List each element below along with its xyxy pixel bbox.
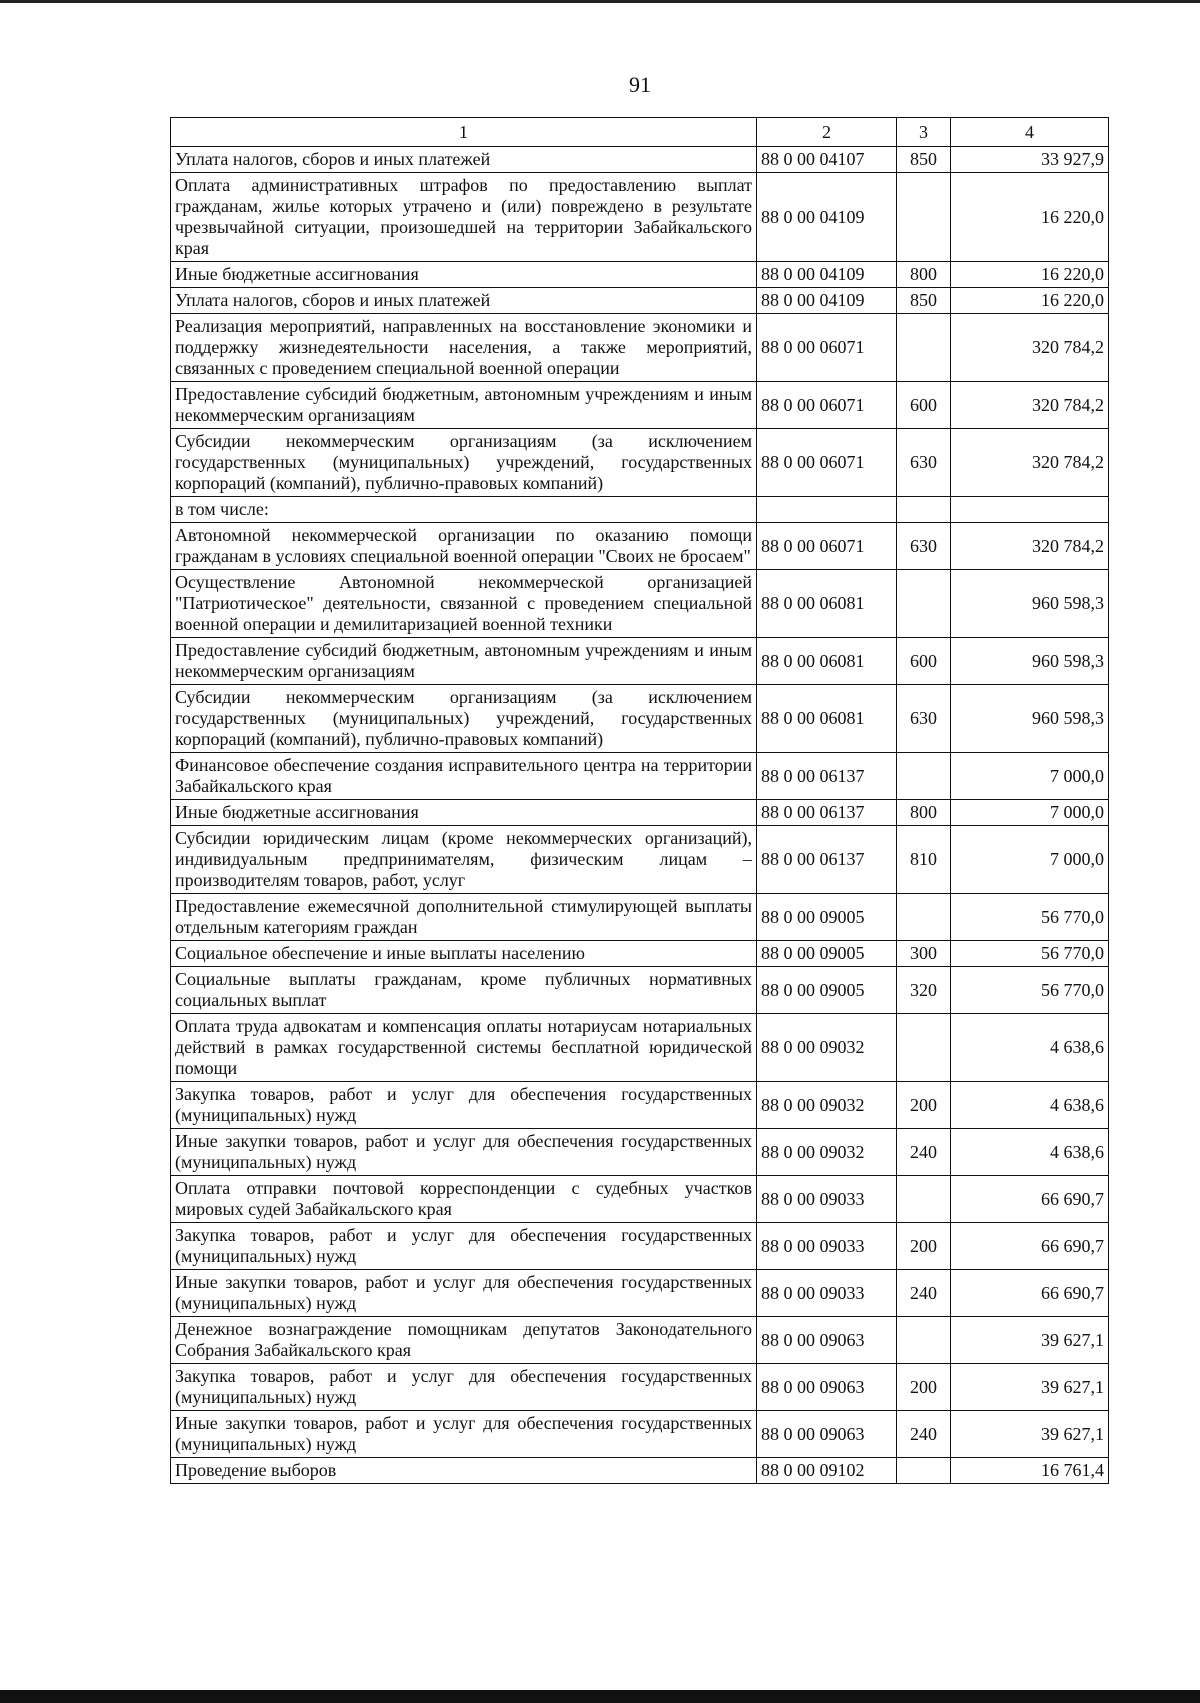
expense-name-cell: Субсидии некоммерческим организациям (за исключением государственных (муниципальных) учреждений, государственных корпораций (компаний), публично-правовых компаний) — [171, 685, 757, 753]
table-row — [171, 570, 1109, 638]
expense-name-cell: Иные закупки товаров, работ и услуг для обеспечения государственных (муниципальных) нужд — [171, 1411, 757, 1458]
expense-name-cell: Проведение выборов — [171, 1458, 757, 1484]
expense-type-cell: 600 — [897, 382, 951, 429]
expense-name-cell: Оплата отправки почтовой корреспонденции с судебных участков мировых судей Забайкальского края — [171, 1176, 757, 1223]
amount-cell: 33 927,9 — [951, 147, 1109, 173]
table-row — [171, 1014, 1109, 1082]
expense-type-cell: 320 — [897, 967, 951, 1014]
table-row — [171, 382, 1109, 429]
target-code-cell: 88 0 00 09005 — [757, 967, 897, 1014]
target-code-cell: 88 0 00 06137 — [757, 800, 897, 826]
expense-type-cell — [897, 894, 951, 941]
amount-cell: 7 000,0 — [951, 800, 1109, 826]
expense-type-cell: 850 — [897, 147, 951, 173]
expense-type-cell: 240 — [897, 1129, 951, 1176]
amount-cell: 39 627,1 — [951, 1364, 1109, 1411]
amount-cell: 56 770,0 — [951, 894, 1109, 941]
amount-cell: 7 000,0 — [951, 826, 1109, 894]
expense-type-cell: 850 — [897, 288, 951, 314]
table-row — [171, 1176, 1109, 1223]
expense-name-cell: Закупка товаров, работ и услуг для обеспечения государственных (муниципальных) нужд — [171, 1364, 757, 1411]
target-code-cell: 88 0 00 06071 — [757, 429, 897, 497]
target-code-cell: 88 0 00 04109 — [757, 173, 897, 262]
amount-cell: 16 761,4 — [951, 1458, 1109, 1484]
expense-type-cell — [897, 1176, 951, 1223]
table-row — [171, 1223, 1109, 1270]
table-row — [171, 685, 1109, 753]
expense-type-cell — [897, 753, 951, 800]
amount-cell: 16 220,0 — [951, 288, 1109, 314]
expense-name-cell: Осуществление Автономной некоммерческой организацией "Патриотическое" деятельности, связанной с проведением специальной военной операции и демилитаризацией военной техники — [171, 570, 757, 638]
expense-name-cell: Социальное обеспечение и иные выплаты населению — [171, 941, 757, 967]
expense-name-cell: Субсидии юридическим лицам (кроме некоммерческих организаций), индивидуальным предпринимателям, физическим лицам – производителям товаров, работ, услуг — [171, 826, 757, 894]
target-code-cell: 88 0 00 06137 — [757, 753, 897, 800]
expense-type-cell — [897, 1317, 951, 1364]
amount-cell: 960 598,3 — [951, 638, 1109, 685]
expense-name-cell: Закупка товаров, работ и услуг для обеспечения государственных (муниципальных) нужд — [171, 1223, 757, 1270]
column-header: 3 — [897, 118, 951, 147]
expense-name-cell: Социальные выплаты гражданам, кроме публичных нормативных социальных выплат — [171, 967, 757, 1014]
table-row — [171, 1270, 1109, 1317]
target-code-cell: 88 0 00 09032 — [757, 1014, 897, 1082]
expense-type-cell — [897, 497, 951, 523]
amount-cell: 320 784,2 — [951, 429, 1109, 497]
expense-name-cell: Иные бюджетные ассигнования — [171, 262, 757, 288]
expense-name-cell: Финансовое обеспечение создания исправительного центра на территории Забайкальского края — [171, 753, 757, 800]
table-row — [171, 1082, 1109, 1129]
budget-table — [170, 117, 1109, 1484]
table-row — [171, 1411, 1109, 1458]
amount-cell: 960 598,3 — [951, 685, 1109, 753]
amount-cell: 39 627,1 — [951, 1317, 1109, 1364]
expense-type-cell: 200 — [897, 1364, 951, 1411]
expense-type-cell — [897, 314, 951, 382]
amount-cell: 320 784,2 — [951, 382, 1109, 429]
expense-name-cell: Уплата налогов, сборов и иных платежей — [171, 147, 757, 173]
target-code-cell: 88 0 00 09005 — [757, 941, 897, 967]
expense-name-cell: Закупка товаров, работ и услуг для обеспечения государственных (муниципальных) нужд — [171, 1082, 757, 1129]
expense-type-cell: 810 — [897, 826, 951, 894]
column-header: 2 — [757, 118, 897, 147]
table-row — [171, 800, 1109, 826]
target-code-cell: 88 0 00 09032 — [757, 1129, 897, 1176]
target-code-cell: 88 0 00 06071 — [757, 314, 897, 382]
table-row — [171, 638, 1109, 685]
target-code-cell: 88 0 00 06081 — [757, 570, 897, 638]
amount-cell: 4 638,6 — [951, 1014, 1109, 1082]
table-row — [171, 262, 1109, 288]
table-row — [171, 173, 1109, 262]
expense-name-cell: Уплата налогов, сборов и иных платежей — [171, 288, 757, 314]
amount-cell: 4 638,6 — [951, 1129, 1109, 1176]
table-row — [171, 1317, 1109, 1364]
amount-cell: 320 784,2 — [951, 523, 1109, 570]
target-code-cell: 88 0 00 04109 — [757, 288, 897, 314]
expense-type-cell — [897, 570, 951, 638]
expense-type-cell — [897, 1458, 951, 1484]
amount-cell: 960 598,3 — [951, 570, 1109, 638]
table-row — [171, 753, 1109, 800]
target-code-cell: 88 0 00 06137 — [757, 826, 897, 894]
expense-type-cell — [897, 1014, 951, 1082]
table-header-row — [171, 118, 1109, 147]
amount-cell: 7 000,0 — [951, 753, 1109, 800]
column-header: 4 — [951, 118, 1109, 147]
target-code-cell: 88 0 00 09005 — [757, 894, 897, 941]
amount-cell: 39 627,1 — [951, 1411, 1109, 1458]
target-code-cell: 88 0 00 09063 — [757, 1317, 897, 1364]
expense-name-cell: Оплата административных штрафов по предоставлению выплат гражданам, жилье которых утрачено и (или) повреждено в результате чрезвычайной ситуации, произошедшей на территории Забайкальского края — [171, 173, 757, 262]
expense-name-cell: Иные закупки товаров, работ и услуг для обеспечения государственных (муниципальных) нужд — [171, 1129, 757, 1176]
expense-type-cell: 800 — [897, 262, 951, 288]
expense-name-cell: Реализация мероприятий, направленных на восстановление экономики и поддержку жизнедеятельности населения, а также мероприятий, связанных с проведением специальной военной операции — [171, 314, 757, 382]
amount-cell: 66 690,7 — [951, 1270, 1109, 1317]
table-body — [171, 147, 1109, 1484]
expense-name-cell: Оплата труда адвокатам и компенсация оплаты нотариусам нотариальных действий в рамках государственной системы бесплатной юридической помощи — [171, 1014, 757, 1082]
target-code-cell: 88 0 00 06081 — [757, 638, 897, 685]
amount-cell — [951, 497, 1109, 523]
scan-edge-bottom — [0, 1690, 1200, 1703]
expense-name-cell: в том числе: — [171, 497, 757, 523]
expense-type-cell — [897, 173, 951, 262]
table-row — [171, 1458, 1109, 1484]
table-row — [171, 497, 1109, 523]
target-code-cell: 88 0 00 04109 — [757, 262, 897, 288]
table-row — [171, 967, 1109, 1014]
target-code-cell: 88 0 00 06081 — [757, 685, 897, 753]
target-code-cell: 88 0 00 09032 — [757, 1082, 897, 1129]
table-row — [171, 523, 1109, 570]
expense-type-cell: 240 — [897, 1270, 951, 1317]
amount-cell: 4 638,6 — [951, 1082, 1109, 1129]
target-code-cell: 88 0 00 06071 — [757, 523, 897, 570]
amount-cell: 16 220,0 — [951, 262, 1109, 288]
target-code-cell — [757, 497, 897, 523]
expense-type-cell: 800 — [897, 800, 951, 826]
target-code-cell: 88 0 00 09063 — [757, 1411, 897, 1458]
table-row — [171, 314, 1109, 382]
table-row — [171, 941, 1109, 967]
expense-name-cell: Предоставление субсидий бюджетным, автономным учреждениям и иным некоммерческим организациям — [171, 638, 757, 685]
expense-name-cell: Предоставление ежемесячной дополнительной стимулирующей выплаты отдельным категориям граждан — [171, 894, 757, 941]
table-row — [171, 429, 1109, 497]
target-code-cell: 88 0 00 06071 — [757, 382, 897, 429]
target-code-cell: 88 0 00 04107 — [757, 147, 897, 173]
target-code-cell: 88 0 00 09063 — [757, 1364, 897, 1411]
amount-cell: 66 690,7 — [951, 1223, 1109, 1270]
expense-type-cell: 240 — [897, 1411, 951, 1458]
expense-name-cell: Денежное вознаграждение помощникам депутатов Законодательного Собрания Забайкальского края — [171, 1317, 757, 1364]
target-code-cell: 88 0 00 09033 — [757, 1176, 897, 1223]
expense-type-cell: 200 — [897, 1082, 951, 1129]
expense-type-cell: 630 — [897, 685, 951, 753]
target-code-cell: 88 0 00 09033 — [757, 1270, 897, 1317]
expense-type-cell: 630 — [897, 429, 951, 497]
expense-type-cell: 630 — [897, 523, 951, 570]
target-code-cell: 88 0 00 09033 — [757, 1223, 897, 1270]
amount-cell: 56 770,0 — [951, 941, 1109, 967]
table-row — [171, 894, 1109, 941]
table-row — [171, 288, 1109, 314]
amount-cell: 66 690,7 — [951, 1176, 1109, 1223]
scan-edge-top — [0, 0, 1200, 3]
table-row — [171, 147, 1109, 173]
expense-type-cell: 200 — [897, 1223, 951, 1270]
amount-cell: 320 784,2 — [951, 314, 1109, 382]
table-row — [171, 1129, 1109, 1176]
target-code-cell: 88 0 00 09102 — [757, 1458, 897, 1484]
expense-name-cell: Субсидии некоммерческим организациям (за исключением государственных (муниципальных) учреждений, государственных корпораций (компаний), публично-правовых компаний) — [171, 429, 757, 497]
table-row — [171, 1364, 1109, 1411]
expense-name-cell: Иные бюджетные ассигнования — [171, 800, 757, 826]
expense-type-cell: 600 — [897, 638, 951, 685]
expense-name-cell: Автономной некоммерческой организации по оказанию помощи гражданам в условиях специальной военной операции "Своих не бросаем" — [171, 523, 757, 570]
expense-name-cell: Иные закупки товаров, работ и услуг для обеспечения государственных (муниципальных) нужд — [171, 1270, 757, 1317]
amount-cell: 16 220,0 — [951, 173, 1109, 262]
amount-cell: 56 770,0 — [951, 967, 1109, 1014]
expense-name-cell: Предоставление субсидий бюджетным, автономным учреждениям и иным некоммерческим организациям — [171, 382, 757, 429]
expense-type-cell: 300 — [897, 941, 951, 967]
page-number: 91 — [629, 72, 651, 97]
column-header: 1 — [171, 118, 757, 147]
table-row — [171, 826, 1109, 894]
